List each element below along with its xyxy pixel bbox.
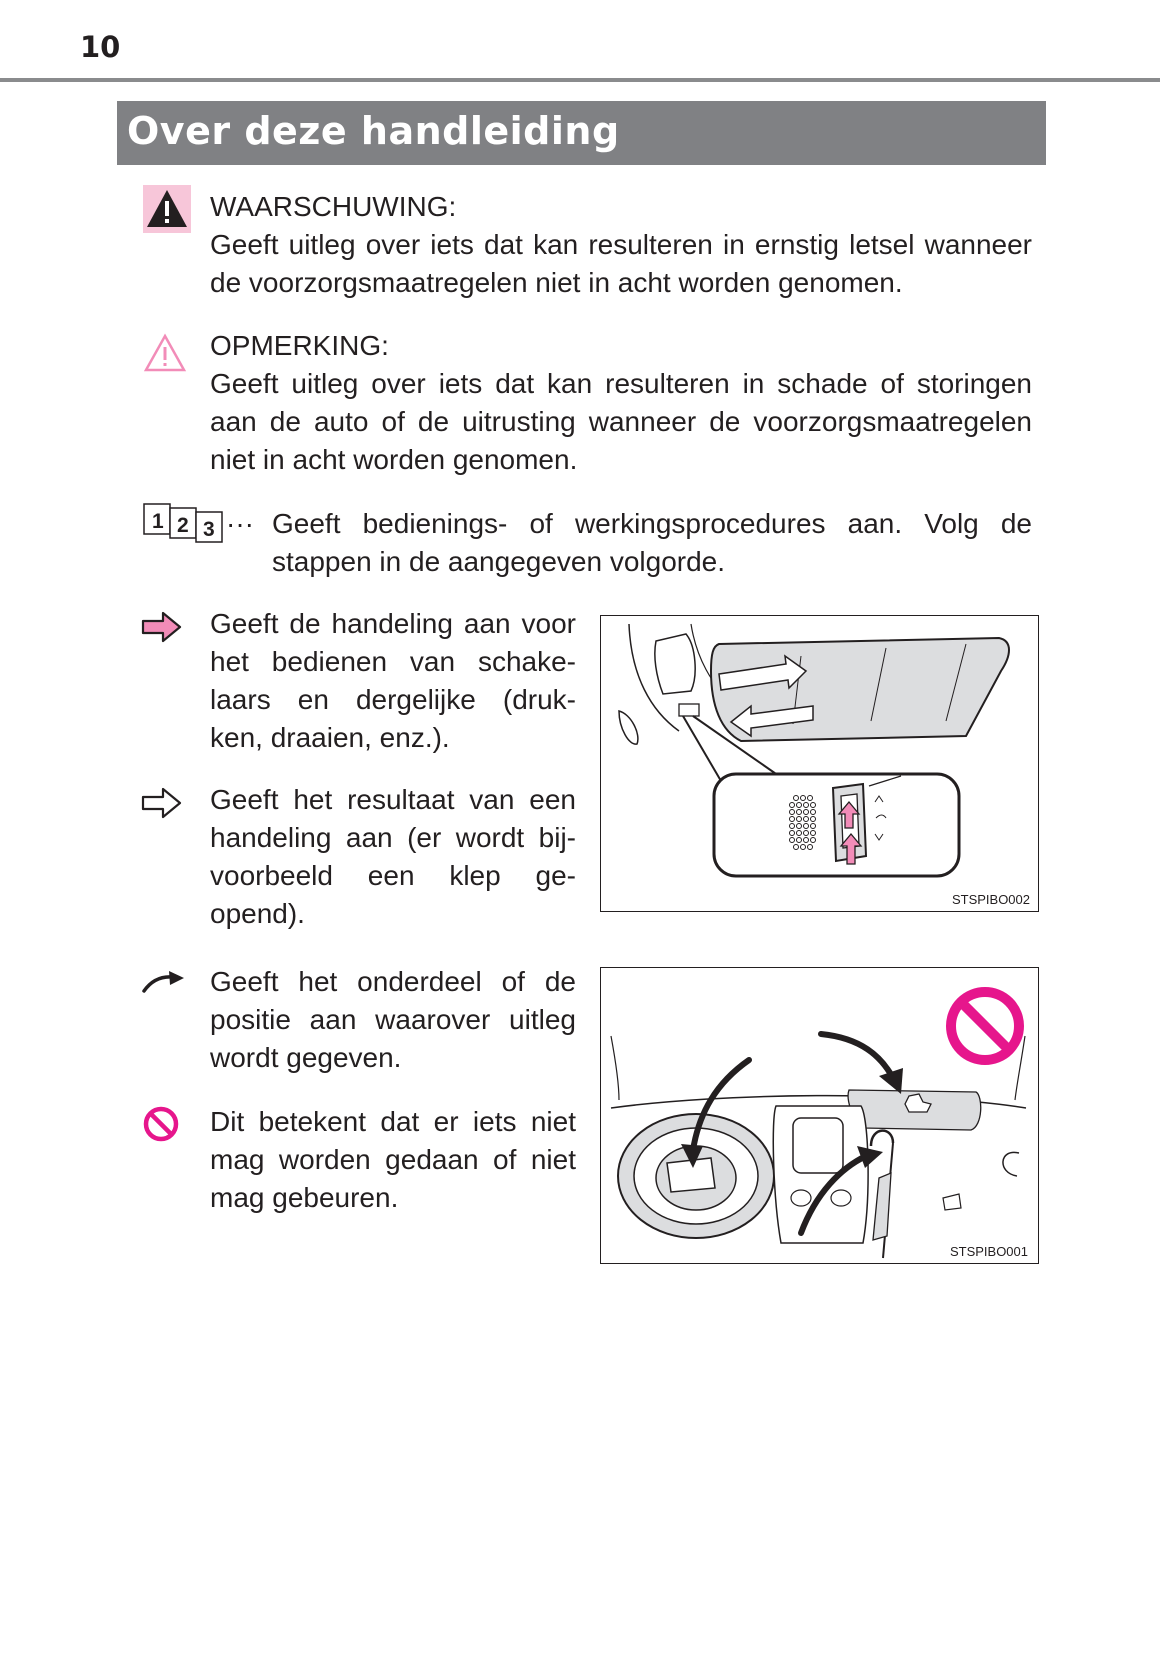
prohibited-text [210,1103,576,1217]
section-title-bar [117,101,1046,165]
warning-text [210,188,1032,302]
operation-line-2: het bedienen van schake- [210,646,576,677]
operation-line-3: laars en dergelijke (druk- [210,684,576,715]
steps-ellipsis: ··· [226,508,254,539]
figure-dashboard [600,967,1039,1264]
pointer-arrow-icon [141,969,185,995]
prohibited-line-1: Dit betekent dat er iets niet [210,1106,576,1137]
prohibited-icon [143,1106,179,1142]
figure-code-sunroof: STSPIBO002 [951,892,1030,907]
result-line-1: Geeft het resultaat van een [210,784,576,815]
result-line-2: handeling aan (er wordt bij- [210,822,576,853]
step-numbers-icon [143,503,225,543]
warning-line-1: Geeft uitleg over iets dat kan resulteren in ernstig letsel wanneer [210,229,1032,260]
component-line-3: wordt gegeven. [210,1042,402,1073]
result-line-3: voorbeeld een klep ge- [210,860,576,891]
prohibited-line-3: mag gebeuren. [210,1182,399,1213]
notice-line-1: Geeft uitleg over iets dat kan resulteren in schade of storingen [210,368,1032,399]
steps-line-1: Geeft bedienings- of werkingsprocedures aan. Volg de [272,508,1032,539]
notice-line-3: niet in acht worden genomen. [210,444,578,475]
page-number: 10 [80,30,121,64]
warning-icon [143,185,191,233]
component-line-2: positie aan waarover uitleg [210,1004,576,1035]
svg-text:2: 2 [177,514,189,537]
warning-label: WAARSCHUWING: [210,191,457,222]
result-text [210,781,576,933]
operation-line-4: ken, draaien, enz.). [210,722,450,753]
notice-label: OPMERKING: [210,330,389,361]
svg-text:1: 1 [152,510,164,533]
operation-text [210,605,576,757]
page-title: Over deze handleiding [127,109,620,153]
result-arrow-icon [141,787,183,819]
operation-arrow-icon [141,611,183,643]
figure-sunroof [600,615,1039,912]
notice-text [210,327,1032,479]
steps-text [272,505,1032,581]
notice-icon [143,333,187,373]
top-rule [0,78,1160,82]
prohibited-line-2: mag worden gedaan of niet [210,1144,576,1175]
notice-line-2: aan de auto of de uitrusting wanneer de voorzorgsmaatregelen [210,406,1032,437]
component-line-1: Geeft het onderdeel of de [210,966,576,997]
component-text [210,963,576,1077]
steps-line-2: stappen in de aangegeven volgorde. [272,546,726,577]
warning-line-2: de voorzorgsmaatregelen niet in acht worden genomen. [210,267,903,298]
svg-text:3: 3 [203,518,215,541]
result-line-4: opend). [210,898,305,929]
sunroof-illustration [601,616,1038,911]
figure-code-dashboard: STSPIBO001 [949,1244,1028,1259]
operation-line-1: Geeft de handeling aan voor [210,608,576,639]
dashboard-illustration [601,968,1038,1263]
